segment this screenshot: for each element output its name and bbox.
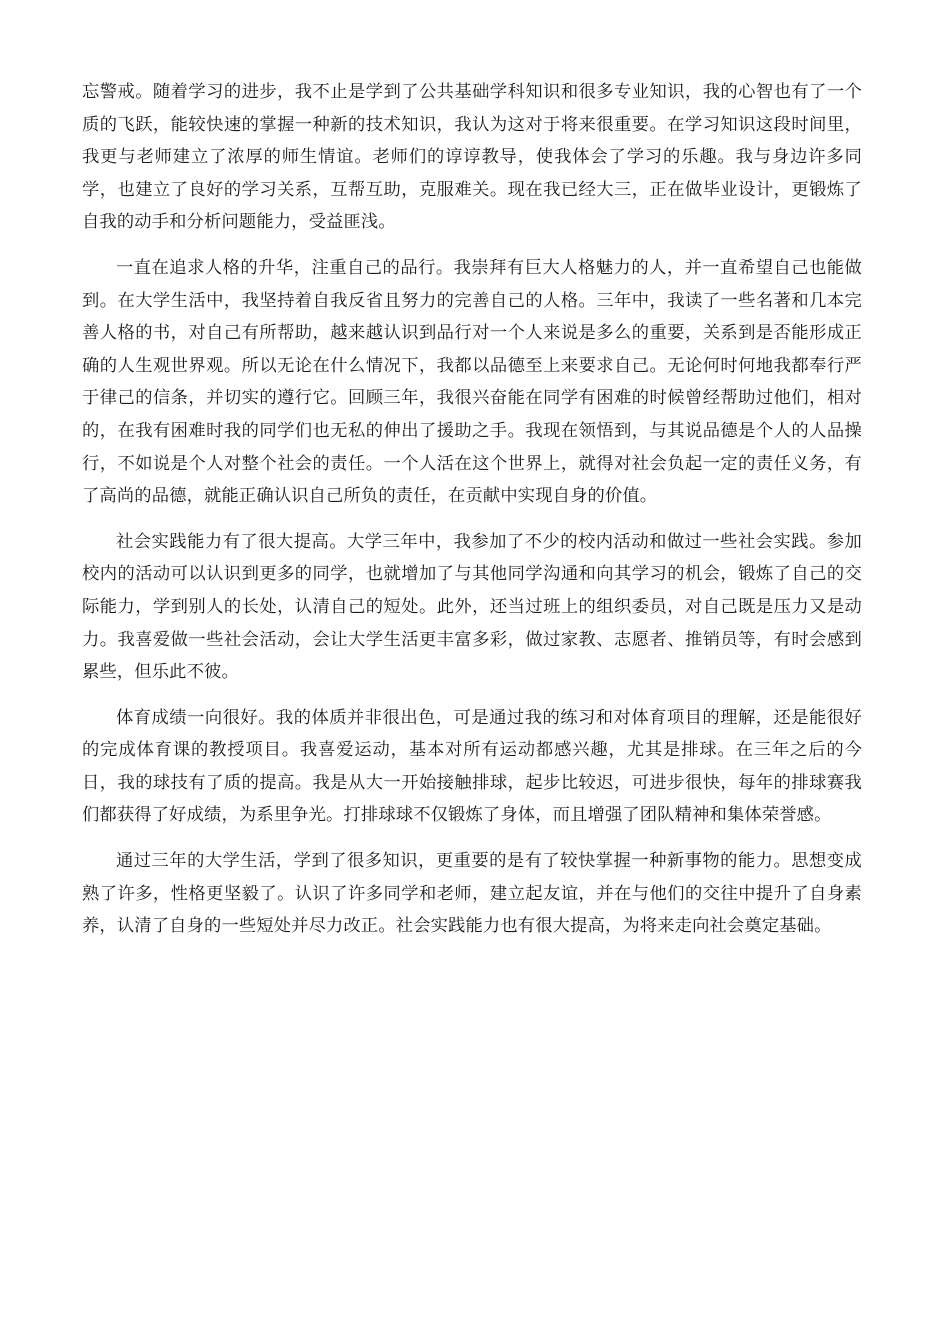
paragraph-summary: 通过三年的大学生活，学到了很多知识，更重要的是有了较快掌握一种新事物的能力。思想变成熟了许多，性格更坚毅了。认识了许多同学和老师，建立起友谊，并在与他们的交往中提升了自身素养，认清了自身的一些短处并尽力改正。社会实践能力也有很大提高，为将来走向社会奠定基础。 bbox=[82, 851, 862, 937]
document-body bbox=[82, 76, 862, 956]
paragraph-character: 一直在追求人格的升华，注重自己的品行。我崇拜有巨大人格魅力的人，并一直希望自己也能做到。在大学生活中，我坚持着自我反省且努力的完善自己的人格。三年中，我读了一些名著和几本完善人格的书，对自己有所帮助，越来越认识到品行对一个人来说是多么的重要，关系到是否能形成正确的人生观世界观。所以无论在什么情况下，我都以品德至上来要求自己。无论何时何地我都奉行严于律己的信条，并切实的遵行它。回顾三年，我很兴奋能在同学有困难的时候曾经帮助过他们，相对的，在我有困难时我的同学们也无私的伸出了援助之手。我现在领悟到，与其说品德是个人的人品操行，不如说是个人对整个社会的责任。一个人活在这个世界上，就得对社会负起一定的责任义务，有了高尚的品德，就能正确认识自己所负的责任，在贡献中实现自身的价值。 bbox=[82, 257, 862, 507]
paragraph-sports: 体育成绩一向很好。我的体质并非很出色，可是通过我的练习和对体育项目的理解，还是能很好的完成体育课的教授项目。我喜爱运动，基本对所有运动都感兴趣，尤其是排球。在三年之后的今日，我的球技有了质的提高。我是从大一开始接触排球，起步比较迟，可进步很快，每年的排球赛我们都获得了好成绩，为系里争光。打排球球不仅锻炼了身体，而且增强了团队精神和集体荣誉感。 bbox=[82, 707, 862, 826]
paragraph-continuation: 忘警戒。随着学习的进步，我不止是学到了公共基础学科知识和很多专业知识，我的心智也有了一个质的飞跃，能较快速的掌握一种新的技术知识，我认为这对于将来很重要。在学习知识这段时间里，我更与老师建立了浓厚的师生情谊。老师们的谆谆教导，使我体会了学习的乐趣。我与身边许多同学，也建立了良好的学习关系，互帮互助，克服难关。现在我已经大三，正在做毕业设计，更锻炼了自我的动手和分析问题能力，受益匪浅。 bbox=[82, 82, 862, 233]
paragraph-social-practice: 社会实践能力有了很大提高。大学三年中，我参加了不少的校内活动和做过一些社会实践。参加校内的活动可以认识到更多的同学，也就增加了与其他同学沟通和向其学习的机会，锻炼了自己的交际能力，学到别人的长处，认清自己的短处。此外，还当过班上的组织委员，对自己既是压力又是动力。我喜爱做一些社会活动，会让大学生活更丰富多彩，做过家教、志愿者、推销员等，有时会感到累些，但乐此不彼。 bbox=[82, 531, 862, 683]
